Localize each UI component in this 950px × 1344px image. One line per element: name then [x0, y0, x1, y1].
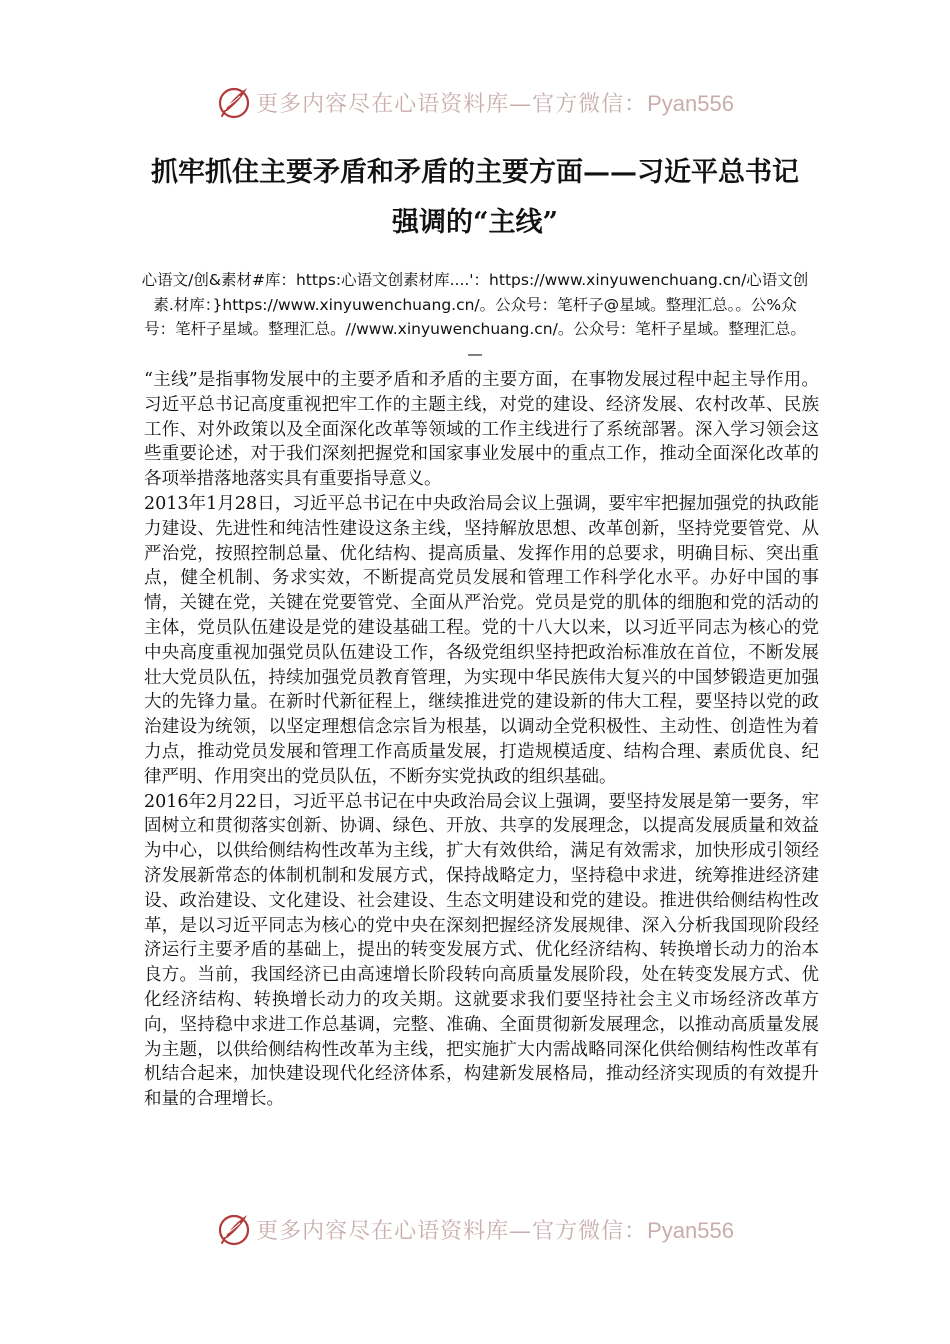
watermark-label: 更多内容尽在心语资料库—官方微信： — [256, 1218, 648, 1244]
quill-pen-logo-icon — [216, 84, 252, 120]
watermark-label: 更多内容尽在心语资料库—官方微信： — [256, 91, 648, 117]
watermark-text — [256, 1214, 734, 1245]
paragraph-2016: 2016年2月22日，习近平总书记在中央政治局会议上强调，要坚持发展是第一要务，牢固树立和贯彻落实创新、协调、绿色、开放、共享的发展理念，以提高发展质量和效益为中心，以供给侧结构性改革为主线，扩大有效供给，满足有效需求，加快形成引领经济发展新常态的体制机制和发展方式，保持战略定力，坚持稳中求进，统筹推进经济建设、政治建设、文化建设、社会建设、生态文明建设和党的建设。推进供给侧结构性改革，是以习近平同志为核心的党中央在深刻把握经济发展规律、深入分析我国现阶段经济运行主要矛盾的基础上，提出的转变发展方式、优化经济结构、转换增长动力的治本良方。当前，我国经济已由高速增长阶段转向高质量发展阶段，处在转变发展方式、优化经济结构、转换增长动力的攻关期。这就要求我们要坚持社会主义市场经济改革方向，坚持稳中求进工作总基调，完整、准确、全面贯彻新发展理念，以推动高质量发展为主题，以供给侧结构性改革为主线，把实施扩大内需战略同深化供给侧结构性改革有机结合起来，加快建设现代化经济体系，构建新发展格局，推动经济实现质的有效提升和量的合理增长。 — [144, 791, 819, 1110]
document-body — [144, 368, 819, 1112]
paragraph-2013: 2013年1月28日，习近平总书记在中央政治局会议上强调，要牢牢把握加强党的执政能力建设、先进性和纯洁性建设这条主线，坚持解放思想、改革创新，坚持党要管党、从严治党，按照控制总量、优化结构、提高质量、发挥作用的总要求，明确目标、突出重点，健全机制、务求实效，不断提高党员发展和管理工作科学化水平。办好中国的事情，关键在党，关键在党要管党、全面从严治党。党员是党的肌体的细胞和党的活动的主体，党员队伍建设是党的建设基础工程。党的十八大以来，以习近平同志为核心的党中央高度重视加强党员队伍建设工作，各级党组织坚持把政治标准放在首位，不断发展壮大党员队伍，持续加强党员教育管理，为实现中华民族伟大复兴的中国梦锻造更加强大的先锋力量。在新时代新征程上，继续推进党的建设新的伟大工程，要坚持以党的政治建设为统领，以坚定理想信念宗旨为根基，以调动全党积极性、主动性、创造性为着力点，推动党员发展和管理工作高质量发展，打造规模适度、结构合理、素质优良、纪律严明、作用突出的党员队伍，不断夯实党执政的组织基础。 — [144, 493, 819, 787]
document-title: 抓牢抓住主要矛盾和矛盾的主要方面——习近平总书记强调的“主线” — [151, 157, 799, 238]
watermark-wechat-id: Pyan556 — [647, 90, 734, 116]
watermark-wechat-id: Pyan556 — [647, 1217, 734, 1243]
watermark-text — [256, 87, 734, 118]
quill-pen-logo-icon — [216, 1211, 252, 1247]
source-note: 心语文/创&素材#库：https:心语文创素材库....'：https://www.xinyuwenchuang.cn/心语文创素.材库：}https://www.xinyuwenchuang.cn/。公众号：笔杆子@星域。整理汇总。。公%众号：笔杆子星域。整理汇总。//www.xinyuwenchuang.cn/。公众号：笔杆子星域。整理汇总。— — [141, 271, 809, 363]
paragraph-intro: “主线”是指事物发展中的主要矛盾和矛盾的主要方面，在事物发展过程中起主导作用。习近平总书记高度重视把牢工作的主题主线，对党的建设、经济发展、农村改革、民族工作、对外政策以及全面深化改革等领域的工作主线进行了系统部署。深入学习领会这些重要论述，对于我们深刻把握党和国家事业发展中的重点工作，推动全面深化改革的各项举措落地落实具有重要指导意义。 — [144, 370, 819, 490]
footer-watermark-banner — [0, 1207, 950, 1251]
header-watermark-banner — [0, 80, 950, 124]
